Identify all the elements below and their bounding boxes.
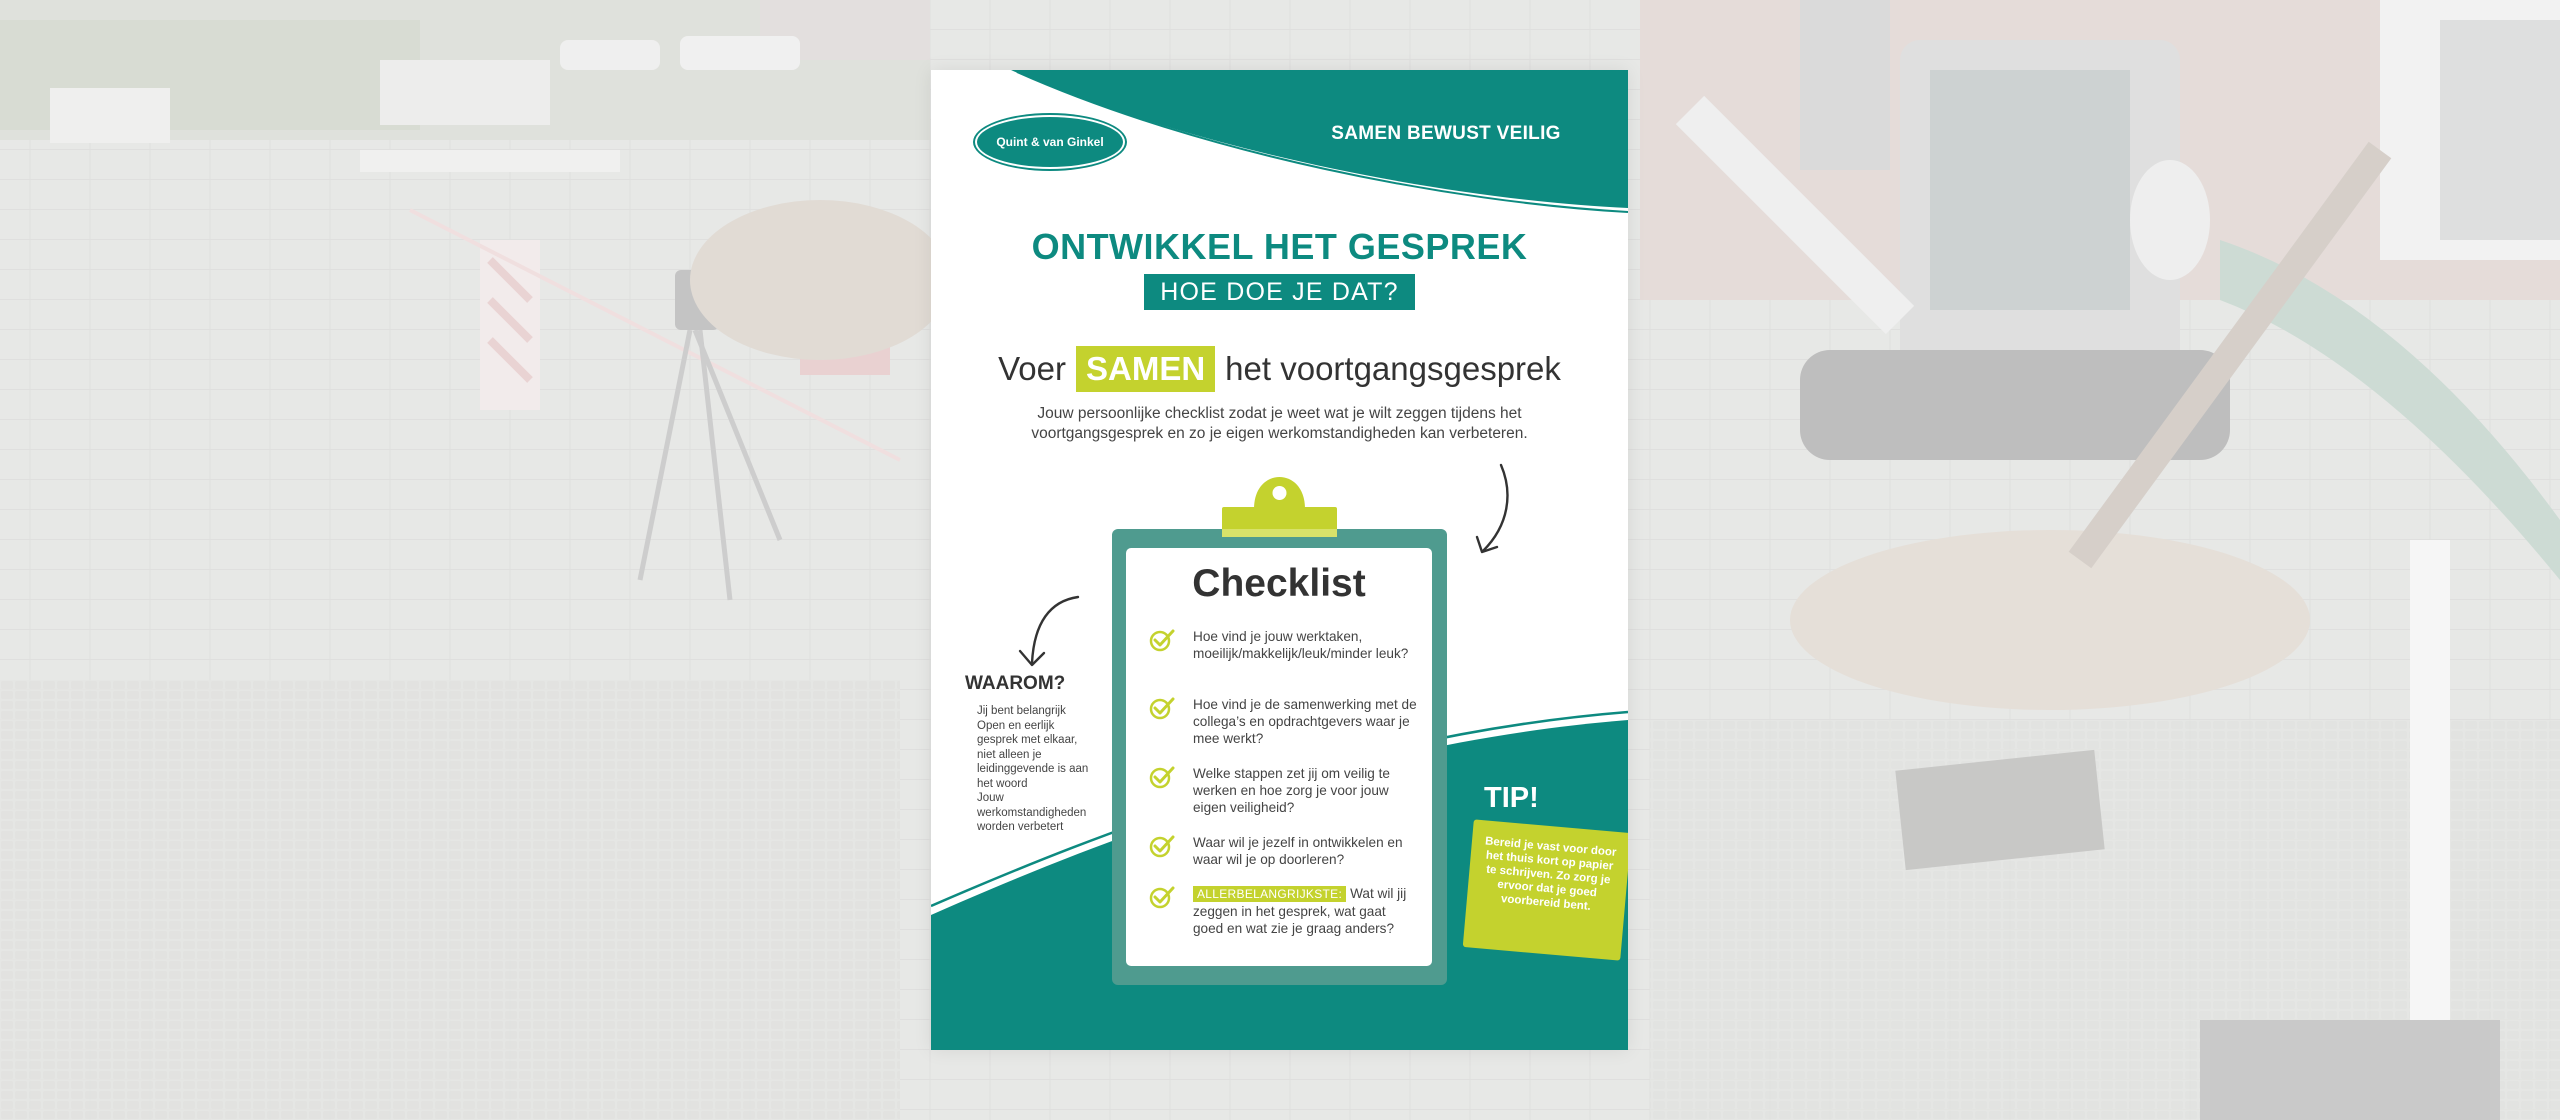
clipboard-clip-icon <box>1222 477 1337 539</box>
priority-text: Wat wil jij zeggen in het gesprek, wat gaat goed en wat zie je graag anders? <box>1193 886 1407 936</box>
company-logo: Quint & van Ginkel <box>975 115 1125 169</box>
tip-card <box>1463 819 1628 960</box>
checklist-item-text: Hoe vind je de samenwerking met de collega’s en opdrachtgevers waar je mee werkt? <box>1193 697 1417 746</box>
intro-text: Jouw persoonlijke checklist zodat je weet wat je wilt zeggen tijdens het voortgangsgesprek en zo je eigen werkomstandigheden kan verbeteren. <box>1031 405 1528 442</box>
headline <box>931 346 1628 392</box>
checklist-item-text: Waar wil je jezelf in ontwikkelen en waar wil je op doorleren? <box>1193 835 1403 867</box>
checklist-item-text: Welke stappen zet jij om veilig te werken en hoe zorg je voor jouw eigen veiligheid? <box>1193 766 1390 815</box>
tagline: SAMEN BEWUST VEILIG <box>1331 123 1561 144</box>
poster-subtitle: HOE DOE JE DAT? <box>1144 274 1415 310</box>
tip-heading: TIP! <box>1484 782 1539 814</box>
curved-arrow-icon <box>1473 463 1513 559</box>
check-icon <box>1149 696 1175 720</box>
checklist-title: Checklist <box>1192 562 1366 605</box>
checklist-item-text: Hoe vind je jouw werktaken, moeilijk/makkelijk/leuk/minder leuk? <box>1193 629 1409 661</box>
list-item: Open en eerlijk gesprek met elkaar, niet alleen je leidinggevende is aan het woord <box>977 719 1089 790</box>
check-icon <box>1149 765 1175 789</box>
check-icon <box>1149 885 1175 909</box>
check-icon <box>1149 628 1175 652</box>
waarom-list <box>977 704 1095 835</box>
headline-after: het voortgangsgesprek <box>1225 350 1561 387</box>
list-item: Jouw werkomstandigheden worden verbetert <box>977 792 1087 833</box>
poster <box>931 70 1628 1050</box>
headline-before: Voer <box>998 350 1066 387</box>
poster-title: ONTWIKKEL HET GESPREK <box>1031 226 1528 267</box>
tip-text: Bereid je vast voor door het thuis kort op papier te schrijven. Zo zorg je ervoor dat je goed voorbereid bent. <box>1484 835 1617 913</box>
curved-arrow-icon <box>1014 593 1082 673</box>
list-item: Jij bent belangrijk <box>977 705 1066 717</box>
waarom-heading: WAAROM? <box>965 673 1066 694</box>
priority-badge: ALLERBELANGRIJKSTE: <box>1193 886 1346 902</box>
checklist-item-text <box>1193 885 1419 937</box>
check-icon <box>1149 834 1175 858</box>
headline-highlight: SAMEN <box>1076 346 1215 392</box>
